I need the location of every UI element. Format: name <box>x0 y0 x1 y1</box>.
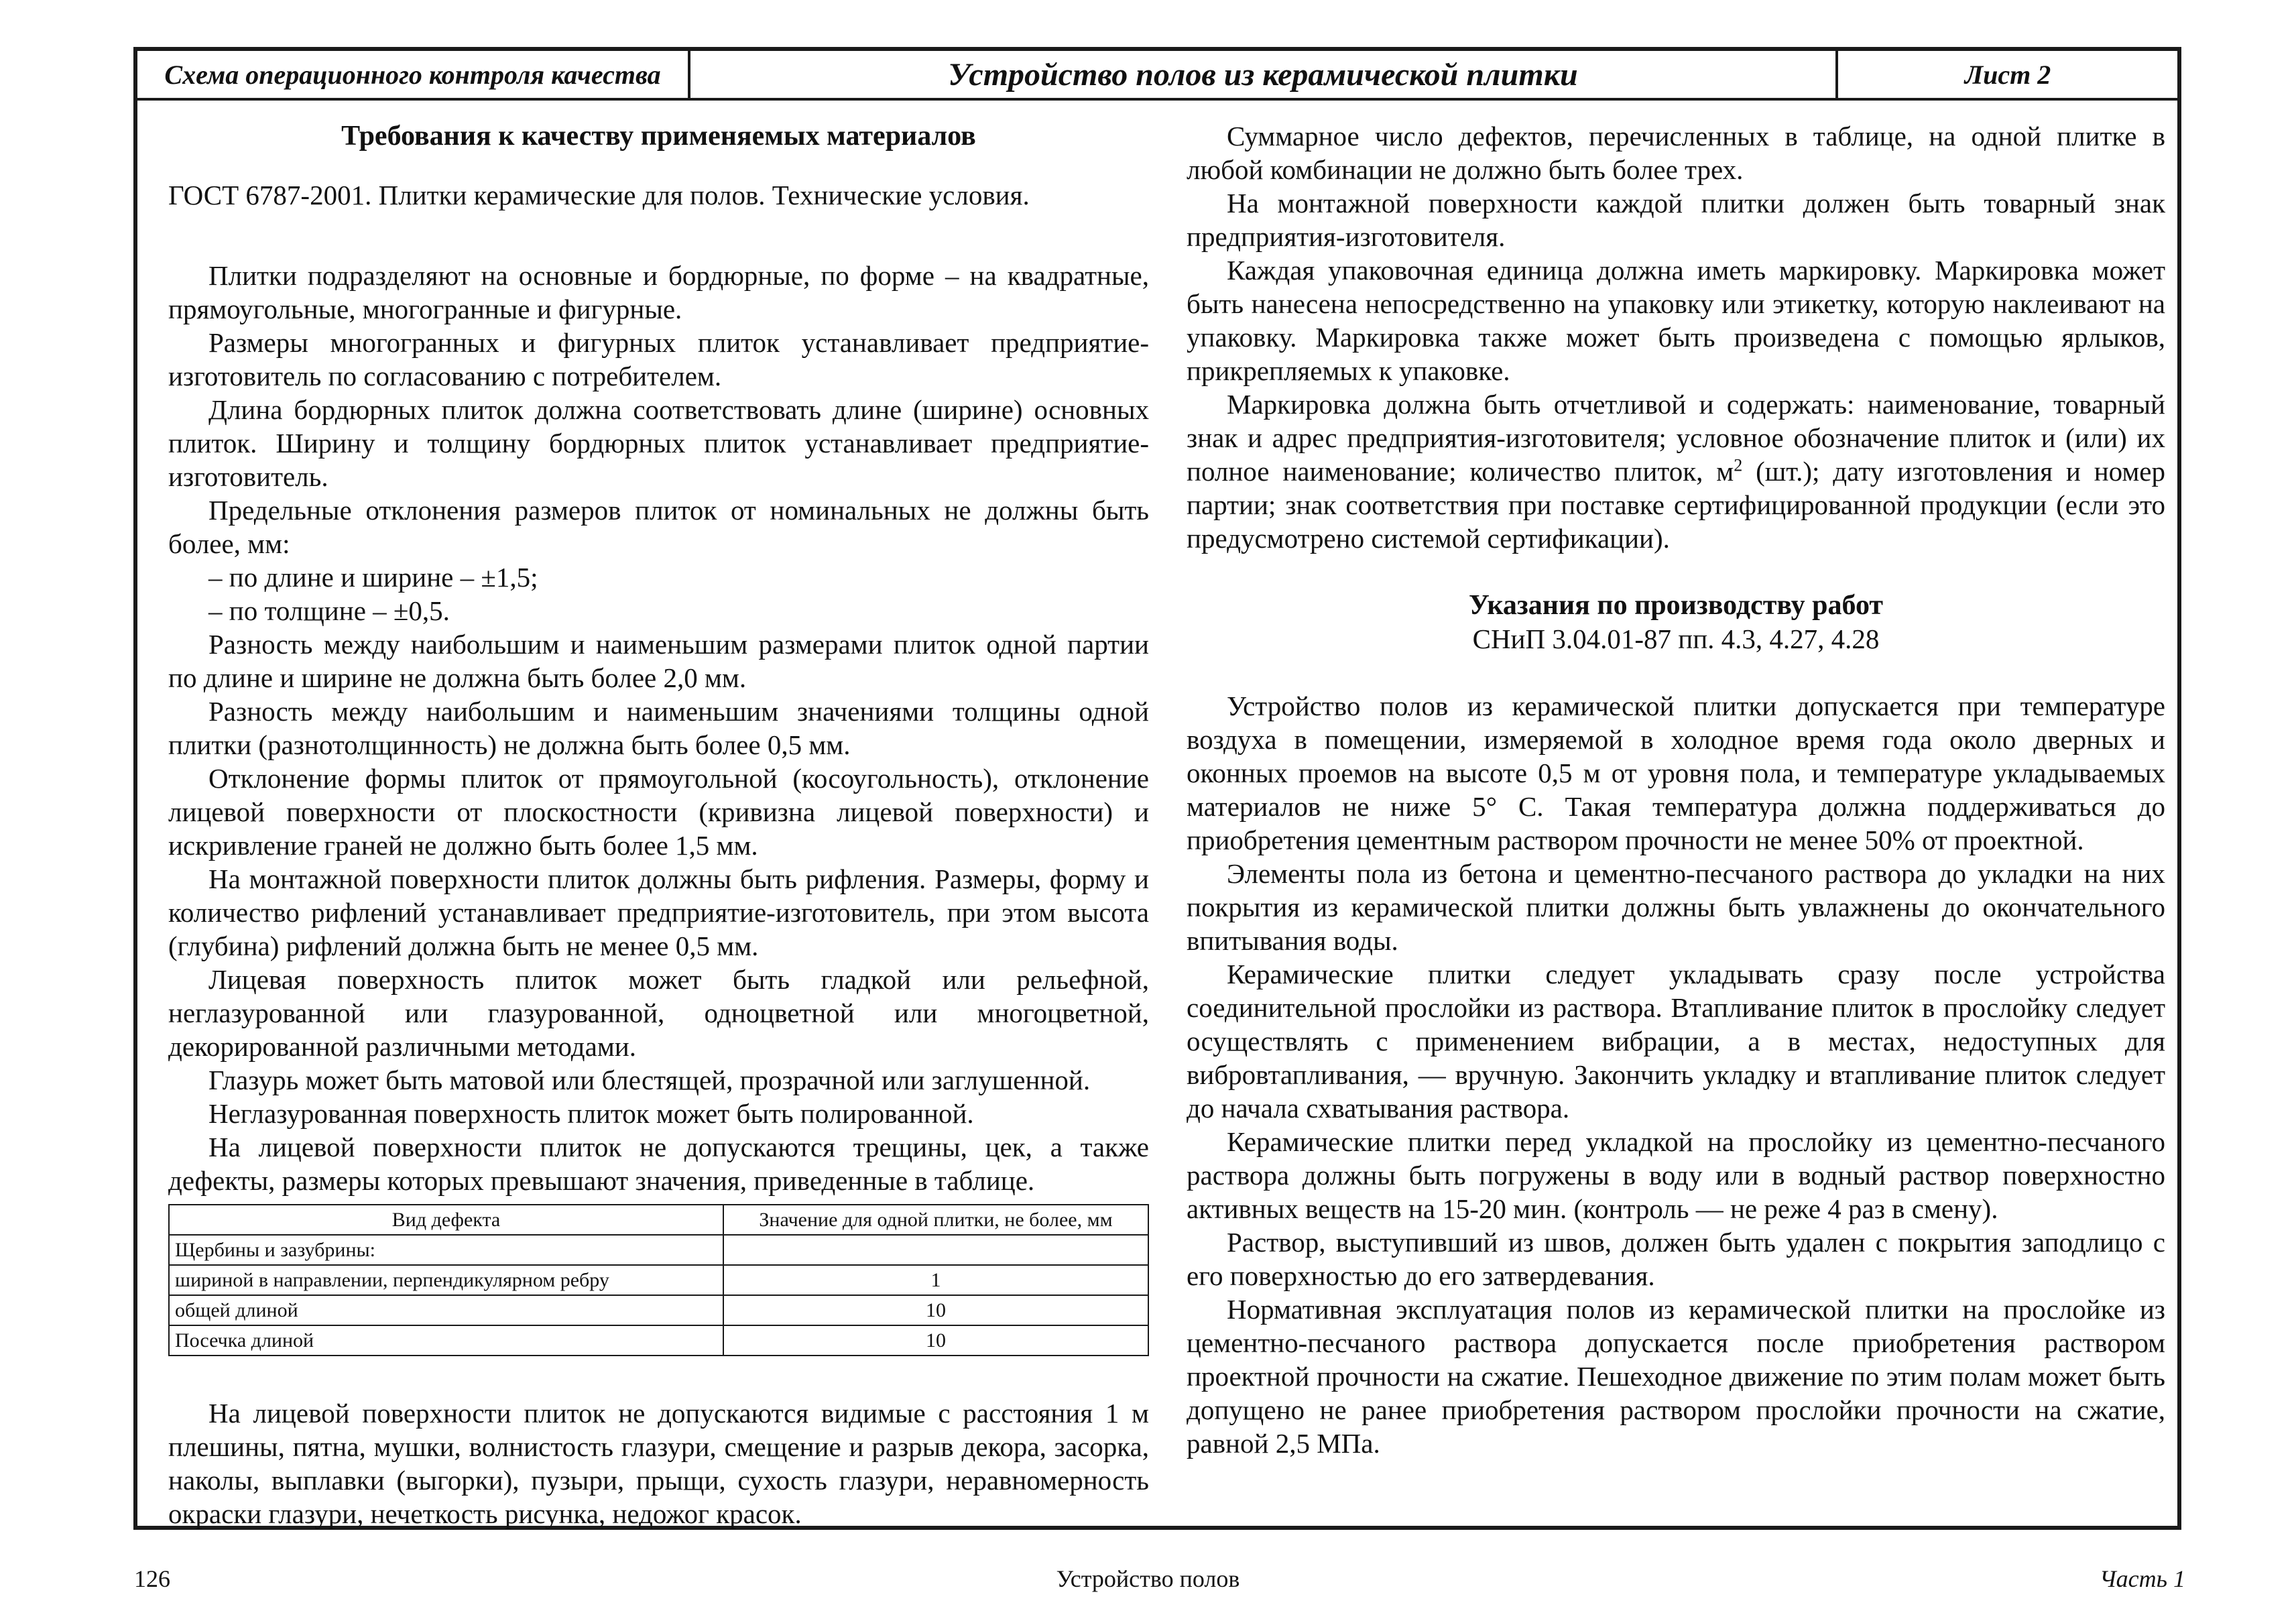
right-column <box>1187 119 2165 1460</box>
page-frame <box>133 47 2181 1530</box>
defect-value: 10 <box>723 1295 1148 1325</box>
snip-reference: СНиП 3.04.01-87 пп. 4.3, 4.27, 4.28 <box>1472 623 1880 654</box>
paragraph: На лицевой поверхности плиток не допускаются видимые с расстояния 1 м плешины, пятна, мушки, волнистость глазури, смещение и разрыв декора, засорка, наколы, выплавки (выгорки), пузыри, прыщи, сухость глазури, неравномерность окраски глазури, нечеткость рисунка, недожог красок. <box>168 1398 1149 1529</box>
tolerance-item: – по длине и ширине – ±1,5; <box>208 562 538 593</box>
defect-name: шириной в направлении, перпендикулярном ребру <box>169 1265 723 1295</box>
header-sheet-number: Лист 2 <box>1964 59 2051 90</box>
table-row <box>169 1265 1148 1295</box>
materials-heading: Требования к качеству применяемых материалов <box>341 121 976 152</box>
paragraph: Керамические плитки перед укладкой на прослойку из цементно-песчаного раствора должны быть погружены в воду или в водный раствор поверхностно активных веществ на 15-20 мин. (контроль — не реже 4 раз в смену). <box>1187 1126 2165 1224</box>
tolerance-item: – по толщине – ±0,5. <box>208 595 450 626</box>
defect-value: 10 <box>723 1325 1148 1356</box>
paragraph: Нормативная эксплуатация полов из керамической плитки на прослойке из цементно-песчаного раствора допускается после приобретения раствором проектной прочности на сжатие. Пешеходное движение по этим полам может быть допущено не ранее приобретения раствором прослойки прочности на сжатие, равной 2,5 МПа. <box>1187 1294 2165 1459</box>
header-scheme-title: Схема операционного контроля качества <box>137 51 690 98</box>
paragraph: Каждая упаковочная единица должна иметь маркировку. Маркировка может быть нанесена непосредственно на упаковку или этикетку, которую наклеивают на упаковку. Маркировка также может быть произведена с помощью ярлыков, прикрепляемых к упаковке. <box>1187 255 2165 386</box>
paragraph: Суммарное число дефектов, перечисленных в таблице, на одной плитке в любой комбинации не должно быть более трех. <box>1187 121 2165 185</box>
paragraph: Длина бордюрных плиток должна соответствовать длине (ширине) основных плиток. Ширину и толщину бордюрных плиток устанавливает предприятие-изготовитель. <box>168 394 1149 492</box>
paragraph: Предельные отклонения размеров плиток от номинальных не должны быть более, мм: <box>168 495 1149 559</box>
defect-name: общей длиной <box>169 1295 723 1325</box>
paragraph: Элементы пола из бетона и цементно-песчаного раствора до укладки на них покрытия из керамической плитки должны быть увлажнены до окончательного впитывания воды. <box>1187 858 2165 956</box>
header-document-title: Устройство полов из керамической плитки <box>690 51 1838 98</box>
paragraph: На монтажной поверхности плиток должны быть рифления. Размеры, форму и количество рифлений устанавливает предприятие-изготовитель, при этом высота (глубина) рифлений должна быть не менее 0,5 мм. <box>168 863 1149 961</box>
paragraph: Плитки подразделяют на основные и бордюрные, по форме – на квадратные, прямоугольные, многогранные и фигурные. <box>168 260 1149 324</box>
paragraph: Устройство полов из керамической плитки допускается при температуре воздуха в помещении, измеряемой в холодное время года около дверных и оконных проемов на высоте 0,5 м от уровня пола, и температуре укладываемых материалов не ниже 5° С. Такая температура должна поддерживаться до приобретения цементным раствором прочности не менее 50% от проектной. <box>1187 690 2165 855</box>
paragraph: Керамические плитки следует укладывать сразу после устройства соединительной прослойки из раствора. Втапливание плиток в прослойку следует осуществлять с применением вибрации, а в местах, недоступных для вибровтапливания, — вручную. Закончить укладку и втапливание плиток следует до начала схватывания раствора. <box>1187 959 2165 1124</box>
paragraph: Отклонение формы плиток от прямоугольной (косоугольность), отклонение лицевой поверхности от плоскостности (кривизна лицевой поверхности) и искривление граней не должно быть более 1,5 мм. <box>168 763 1149 861</box>
page-number: 126 <box>134 1565 170 1592</box>
defect-value: 1 <box>723 1265 1148 1295</box>
paragraph: Неглазурованная поверхность плиток может быть полированной. <box>208 1098 974 1129</box>
paragraph: Разность между наибольшим и наименьшим размерами плиток одной партии по длине и ширине не должна быть более 2,0 мм. <box>168 629 1149 693</box>
marking-text-end: (шт.); дату изготовления и номер партии; знак соответствия при поставке сертифицированной продукции (если это предусмотрено системой сертификации). <box>1187 456 2166 554</box>
table-header-defect: Вид дефекта <box>169 1205 723 1235</box>
defect-name: Посечка длиной <box>169 1325 723 1356</box>
table-row <box>169 1235 1148 1265</box>
paragraph: На монтажной поверхности каждой плитки должен быть товарный знак предприятия-изготовителя. <box>1187 188 2165 252</box>
left-column <box>168 119 1149 1530</box>
table-row <box>169 1295 1148 1325</box>
marking-text-start: Маркировка должна быть отчетливой и содержать: наименование, товарный знак и адрес предприятия-изготовителя; условное обозначение плиток и (или) их полное наименование; количество плиток, м <box>1187 389 2165 487</box>
defects-table <box>168 1204 1149 1356</box>
footer-section-title: Устройство полов <box>1056 1565 1240 1592</box>
gost-reference: ГОСТ 6787-2001. Плитки керамические для полов. Технические условия. <box>168 180 1030 211</box>
paragraph: Разность между наибольшим и наименьшим значениями толщины одной плитки (разнотолщинность) не должна быть более 0,5 мм. <box>168 696 1149 760</box>
works-heading: Указания по производству работ <box>1468 590 1884 621</box>
marking-paragraph <box>1187 387 2165 555</box>
square-superscript: 2 <box>1734 455 1743 475</box>
paragraph: Глазурь может быть матовой или блестящей, прозрачной или заглушенной. <box>208 1065 1091 1095</box>
defect-name: Щербины и зазубрины: <box>169 1235 723 1265</box>
paragraph: Лицевая поверхность плиток может быть гладкой или рельефной, неглазурованной или глазурованной, одноцветной или многоцветной, декорированной различными методами. <box>168 964 1149 1062</box>
table-header-row <box>169 1205 1148 1235</box>
table-header-value: Значение для одной плитки, не более, мм <box>723 1205 1148 1235</box>
paragraph: На лицевой поверхности плиток не допускаются трещины, цек, а также дефекты, размеры которых превышают значения, приведенные в таблице. <box>168 1132 1149 1196</box>
defect-value <box>723 1235 1148 1265</box>
header-table <box>137 51 2177 101</box>
table-row <box>169 1325 1148 1356</box>
paragraph: Размеры многогранных и фигурных плиток устанавливает предприятие-изготовитель по согласованию с потребителем. <box>168 327 1149 392</box>
footer-part: Часть 1 <box>2099 1565 2185 1592</box>
paragraph: Раствор, выступивший из швов, должен быть удален с покрытия заподлицо с его поверхностью до его затвердевания. <box>1187 1227 2165 1291</box>
